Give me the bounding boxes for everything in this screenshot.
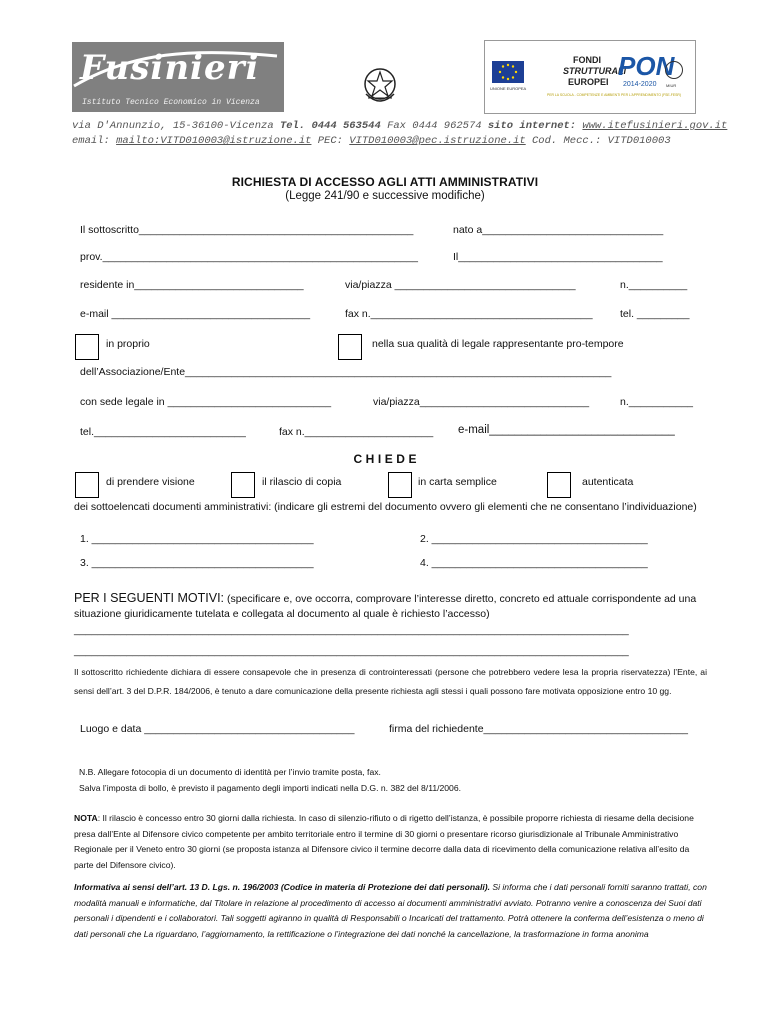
school-logo [72, 42, 284, 112]
eu-flag-icon [492, 61, 524, 83]
tel-field[interactable]: tel. _________ [620, 308, 690, 320]
email-field[interactable]: e-mail __________________________________ [80, 308, 311, 320]
contact-line [72, 135, 671, 147]
fondi-label: FONDI [573, 55, 601, 65]
controinteressati-declaration: Il sottoscritto richiedente dichiara di essere consapevole che in presenza di controinteressati (persone che potrebbero vedere lesa la propria riservatezza) l’Ente, ai sensi dell’art. 3 del D.P.R. 184/2006, è tenuto a dare comunicazione della presente richiesta agli stessi i quali possono fare motivata opposizione entro 10 gg. [74, 667, 707, 696]
legale-rappresentante-checkbox[interactable] [338, 334, 362, 360]
nota-paragraph [74, 811, 708, 873]
eu-funds-logo [484, 40, 696, 114]
prov-field[interactable]: prov.______________________________________________________ [80, 251, 418, 263]
form-title: RICHIESTA DI ACCESSO AGLI ATTI AMMINISTRATIVI [231, 175, 539, 189]
rilascio-copia-checkbox[interactable] [231, 472, 255, 498]
motivi-line-2[interactable]: _______________________________________________________________________________________________ [74, 645, 629, 657]
documento-4-field[interactable]: 4. _____________________________________ [420, 557, 648, 569]
firma-field[interactable]: firma del richiedente___________________________________ [389, 723, 688, 735]
associazione-field[interactable]: dell’Associazione/Ente_________________________________________________________________________ [80, 366, 612, 378]
luogo-data-field[interactable]: Luogo e data ____________________________________ [80, 723, 355, 735]
documento-1-field[interactable]: 1. ______________________________________ [80, 533, 314, 545]
miur-emblem-icon [665, 61, 683, 79]
documenti-instructions: dei sottoelencati documenti amministrativi: (indicare gli estremi del documento ovvero gli elementi che ne consentano l’individuazione) [74, 501, 697, 513]
sottoscritto-field[interactable]: Il sottoscritto_______________________________________________ [80, 224, 414, 236]
autenticata-label: autenticata [582, 476, 634, 488]
motivi-instructions [74, 591, 714, 622]
autenticata-checkbox[interactable] [547, 472, 571, 498]
documento-2-field[interactable]: 2. _____________________________________ [420, 533, 648, 545]
fax-field[interactable]: fax n.______________________________________ [345, 308, 593, 320]
republic-emblem-icon [360, 64, 400, 108]
email-link[interactable]: mailto:VITD010003@istruzione.it [116, 135, 312, 147]
motivi-line-1[interactable]: _______________________________________________________________________________________________ [74, 624, 629, 636]
site-label: sito internet: [487, 120, 583, 132]
ente-email-field[interactable]: e-mail_____________________________ [458, 424, 675, 436]
legale-rappresentante-label: nella sua qualità di legale rappresentante pro-tempore [372, 338, 624, 350]
data-nascita-field[interactable]: Il___________________________________ [453, 251, 663, 263]
form-subtitle: (Legge 241/90 e successive modifiche) [285, 190, 485, 202]
site-link[interactable]: www.itefusinieri.gov.it [582, 120, 728, 132]
nb-bollo: Salva l’imposta di bollo, è previsto il pagamento degli importi indicati nella D.G. n. 382 del 8/11/2006. [79, 783, 462, 793]
motivi-heading: PER I SEGUENTI MOTIVI: [74, 591, 225, 605]
chiede-heading: C H I E D E [353, 452, 417, 466]
carta-semplice-checkbox[interactable] [388, 472, 412, 498]
in-proprio-label: in proprio [106, 338, 150, 350]
sede-numero-field[interactable]: n.___________ [620, 396, 693, 408]
privacy-label: Informativa ai sensi dell’art. 13 D. Lgs. n. 196/2003 (Codice in materia di Protezione dei dati personali). [74, 882, 490, 892]
eu-label: UNIONE EUROPEA [490, 86, 527, 91]
nb-fotocopia: N.B. Allegare fotocopia di un documento di identità per l’invio tramite posta, fax. [79, 767, 381, 777]
address-text: via D'Annunzio, 15-36100-Vicenza [72, 120, 280, 132]
ente-tel-field[interactable]: tel.__________________________ [80, 426, 246, 438]
privacy-paragraph [74, 880, 708, 942]
eu-tagline: PER LA SCUOLA - COMPETENZE E AMBIENTI PER L'APPRENDIMENTO (FSE-FESR) [547, 93, 681, 97]
nato-a-field[interactable]: nato a_______________________________ [453, 224, 664, 236]
fax-text: Fax 0444 962574 [380, 120, 488, 132]
pon-label: PON [618, 51, 675, 81]
logo-subtitle: Istituto Tecnico Economico in Vicenza [82, 98, 260, 107]
nota-label: NOTA [74, 813, 98, 823]
in-proprio-checkbox[interactable] [75, 334, 99, 360]
cod-mecc: Cod. Mecc.: VITD010003 [525, 135, 671, 147]
tel-text: Tel. 0444 563544 [279, 120, 381, 132]
europei-label: EUROPEI [568, 77, 609, 87]
residente-field[interactable]: residente in_____________________________ [80, 279, 304, 291]
carta-semplice-label: in carta semplice [418, 476, 497, 488]
strutturali-label: STRUTTURALI [563, 66, 626, 76]
ente-fax-field[interactable]: fax n.______________________ [279, 426, 434, 438]
sede-legale-field[interactable]: con sede legale in ____________________________ [80, 396, 332, 408]
via-piazza-field[interactable]: via/piazza _______________________________ [345, 279, 576, 291]
rilascio-copia-label: il rilascio di copia [262, 476, 342, 488]
pec-link[interactable]: VITD010003@pec.istruzione.it [349, 135, 526, 147]
address-line [72, 120, 727, 132]
nota-text: : Il rilascio è concesso entro 30 giorni dalla richiesta. In caso di silenzio-rifiuto o di rigetto dell’istanza, è possibile proporre richiesta di riesame della decisione presa dall’Ente al Difensore civico competente per ambito territoriale entro il termine di 30 giorni o presentare ricorso giurisdizionale al Tribunale Amministrativo Regionale per il Veneto entro 30 giorni (se proposta istanza al Difensore civico il termine decorre dalla data di ricevimento della comunicazione relativa all’esito da parte del Difensore civico). [74, 813, 694, 870]
logo-wordmark: Fusinieri [80, 48, 260, 88]
prendere-visione-checkbox[interactable] [75, 472, 99, 498]
email-label: email: [72, 135, 117, 147]
documento-3-field[interactable]: 3. ______________________________________ [80, 557, 314, 569]
prendere-visione-label: di prendere visione [106, 476, 195, 488]
motivi-text: (specificare e, ove occorra, comprovare l’interesse diretto, concreto ed attuale corrispondente ad una situazione giuridicamente tutelata e collegata al documento al quale è richiesto l’accesso) [74, 593, 697, 620]
pon-years: 2014-2020 [623, 81, 657, 88]
miur-label: MIUR [666, 83, 677, 88]
privacy-text: Si informa che i dati personali forniti saranno trattati, con modalità manuali e informatiche, dal Titolare in relazione al procedimento di accesso ai documenti amministrativi avviato. Potranno venire a conoscenza dei Suoi dati personali i dipendenti e i collaboratori. Tali soggetti agiranno in qualità di Responsabili o Incaricati del trattamento. Potrà ottenere la conferma dell’esistenza o meno di dati personali che La riguardano, l’aggiornamento, la rettificazione o l’integrazione dei dati nonché la cancellazione, la trasformazione in forma anonima [74, 882, 707, 939]
numero-field[interactable]: n.__________ [620, 279, 688, 291]
sede-via-field[interactable]: via/piazza_____________________________ [373, 396, 590, 408]
pec-label: PEC: [311, 135, 350, 147]
